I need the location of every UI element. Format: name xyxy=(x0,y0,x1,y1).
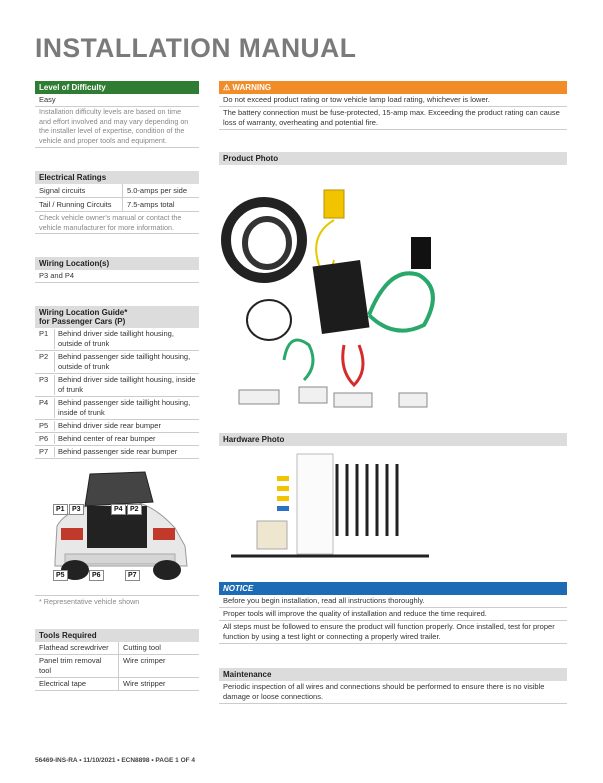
warning-section xyxy=(219,81,567,130)
warning-icon: ⚠ xyxy=(223,83,233,92)
guide-code: P5 xyxy=(39,421,49,430)
wiring-value: P3 and P4 xyxy=(35,270,199,283)
hardware-photo xyxy=(219,446,567,561)
electrical-value: 5.0-amps per side xyxy=(127,186,188,195)
electrical-header: Electrical Ratings xyxy=(35,171,199,184)
pin-p5: P5 xyxy=(53,570,68,581)
guide-row xyxy=(35,433,199,446)
tool-item: Panel trim removal tool xyxy=(35,655,119,677)
product-photo-section xyxy=(219,152,567,420)
guide-code: P6 xyxy=(39,434,49,443)
notice-line: Before you begin installation, read all instructions thoroughly. xyxy=(219,595,567,608)
guide-desc: Behind passenger side taillight housing, inside of trunk xyxy=(54,398,199,418)
guide-desc: Behind center of rear bumper xyxy=(54,434,199,444)
wiring-header: Wiring Location(s) xyxy=(35,257,199,270)
pin-p4: P4 xyxy=(111,504,126,515)
tools-row xyxy=(35,655,199,678)
guide-section xyxy=(35,306,199,459)
warning-header xyxy=(219,81,567,94)
electrical-row xyxy=(35,184,199,198)
notice-line: All steps must be followed to ensure the product will function properly. Once installed, test for proper function by using a test light or connecting a properly wired trailer. xyxy=(219,621,567,644)
guide-desc: Behind driver side taillight housing, outside of trunk xyxy=(54,329,199,349)
electrical-section xyxy=(35,171,199,234)
tool-item: Electrical tape xyxy=(35,678,119,690)
tool-item: Flathead screwdriver xyxy=(35,642,119,654)
guide-row xyxy=(35,374,199,397)
guide-row xyxy=(35,446,199,459)
notice-header: NOTICE xyxy=(219,582,567,595)
guide-desc: Behind passenger side rear bumper xyxy=(54,447,199,457)
guide-code: P2 xyxy=(39,352,49,361)
guide-header-line: Wiring Location Guide* xyxy=(39,308,128,317)
pin-p7: P7 xyxy=(125,570,140,581)
tool-item: Wire crimper xyxy=(123,656,166,665)
difficulty-section xyxy=(35,81,199,148)
tool-item: Cutting tool xyxy=(123,643,161,652)
guide-desc: Behind driver side rear bumper xyxy=(54,421,199,431)
maintenance-text: Periodic inspection of all wires and connections should be performed to ensure there is no visible damage or loose connections. xyxy=(219,681,567,704)
guide-code: P7 xyxy=(39,447,49,456)
maintenance-header: Maintenance xyxy=(219,668,567,681)
guide-row xyxy=(35,397,199,420)
tools-row xyxy=(35,678,199,691)
vehicle-illustration xyxy=(35,466,199,588)
electrical-key: Signal circuits xyxy=(35,184,123,197)
electrical-value: 7.5-amps total xyxy=(127,200,175,209)
electrical-note: Check vehicle owner's manual or contact the vehicle manufacturer for more information. xyxy=(35,212,199,234)
electrical-row xyxy=(35,198,199,212)
tools-header: Tools Required xyxy=(35,629,199,642)
warning-title: WARNING xyxy=(232,83,272,92)
notice-line: Proper tools will improve the quality of installation and reduce the time required. xyxy=(219,608,567,621)
tools-row xyxy=(35,642,199,655)
guide-code: P3 xyxy=(39,375,49,384)
hardware-photo-section xyxy=(219,433,567,566)
guide-header-line: for Passenger Cars (P) xyxy=(39,317,126,326)
pin-p1: P1 xyxy=(53,504,68,515)
product-photo xyxy=(219,165,567,415)
guide-code: P4 xyxy=(39,398,49,407)
electrical-key: Tail / Running Circuits xyxy=(35,198,123,211)
pin-p6: P6 xyxy=(89,570,104,581)
warning-line: Do not exceed product rating or tow vehicle lamp load rating, whichever is lower. xyxy=(219,94,567,107)
maintenance-section xyxy=(219,668,567,704)
wiring-section xyxy=(35,257,199,283)
notice-section xyxy=(219,582,567,644)
difficulty-desc: Installation difficulty levels are based on time and effort involved and may vary depending on the installer level of expertise, condition of the vehicle and proper tools and equipment. xyxy=(35,106,199,148)
guide-code: P1 xyxy=(39,329,49,338)
guide-desc: Behind passenger side taillight housing, outside of trunk xyxy=(54,352,199,372)
page-footer: 56469-INS-RA • 11/10/2021 • ECN8898 • PAGE 1 OF 4 xyxy=(35,757,196,764)
pin-p2: P2 xyxy=(127,504,142,515)
guide-row xyxy=(35,420,199,433)
tool-item: Wire stripper xyxy=(123,679,166,688)
guide-header xyxy=(35,306,199,328)
guide-row xyxy=(35,328,199,351)
representative-note: * Representative vehicle shown xyxy=(35,595,199,608)
difficulty-header: Level of Difficulty xyxy=(35,81,199,94)
difficulty-level: Easy xyxy=(39,95,56,104)
guide-desc: Behind driver side taillight housing, inside of trunk xyxy=(54,375,199,395)
guide-row xyxy=(35,351,199,374)
warning-line: The battery connection must be fuse-protected, 15-amp max. Exceeding the product rating can cause loss of warranty, overheating and potential fire. xyxy=(219,107,567,130)
hardware-photo-header: Hardware Photo xyxy=(219,433,567,446)
pin-p3: P3 xyxy=(69,504,84,515)
page-title: INSTALLATION MANUAL xyxy=(35,33,357,63)
product-photo-header: Product Photo xyxy=(219,152,567,165)
tools-section xyxy=(35,629,199,691)
